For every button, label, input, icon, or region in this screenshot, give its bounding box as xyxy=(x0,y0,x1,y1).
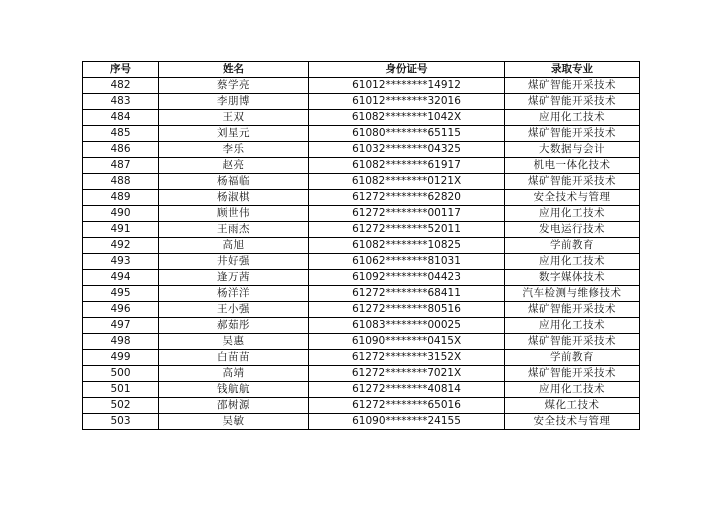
id-number-cell: 61032********04325 xyxy=(309,142,505,158)
name-cell: 吴敏 xyxy=(159,414,309,430)
serial-cell: 485 xyxy=(83,126,159,142)
serial-cell: 482 xyxy=(83,78,159,94)
id-number-cell: 61082********10825 xyxy=(309,238,505,254)
header-major: 录取专业 xyxy=(505,62,640,78)
header-serial: 序号 xyxy=(83,62,159,78)
header-id-number: 身份证号 xyxy=(309,62,505,78)
major-cell: 应用化工技术 xyxy=(505,382,640,398)
name-cell: 蔡学亮 xyxy=(159,78,309,94)
name-cell: 杨福临 xyxy=(159,174,309,190)
major-cell: 安全技术与管理 xyxy=(505,414,640,430)
serial-cell: 487 xyxy=(83,158,159,174)
major-cell: 应用化工技术 xyxy=(505,254,640,270)
name-cell: 王双 xyxy=(159,110,309,126)
table-row xyxy=(83,398,640,414)
table-row xyxy=(83,190,640,206)
table-row xyxy=(83,206,640,222)
major-cell: 发电运行技术 xyxy=(505,222,640,238)
id-number-cell: 61272********68411 xyxy=(309,286,505,302)
id-number-cell: 61062********81031 xyxy=(309,254,505,270)
major-cell: 应用化工技术 xyxy=(505,206,640,222)
major-cell: 大数据与会计 xyxy=(505,142,640,158)
id-number-cell: 61272********40814 xyxy=(309,382,505,398)
table-row xyxy=(83,158,640,174)
id-number-cell: 61272********52011 xyxy=(309,222,505,238)
name-cell: 邵树源 xyxy=(159,398,309,414)
id-number-cell: 61082********61917 xyxy=(309,158,505,174)
serial-cell: 496 xyxy=(83,302,159,318)
table-row xyxy=(83,110,640,126)
name-cell: 王雨杰 xyxy=(159,222,309,238)
name-cell: 郝茹彤 xyxy=(159,318,309,334)
major-cell: 煤化工技术 xyxy=(505,398,640,414)
id-number-cell: 61012********14912 xyxy=(309,78,505,94)
major-cell: 应用化工技术 xyxy=(505,318,640,334)
major-cell: 机电一体化技术 xyxy=(505,158,640,174)
table-row xyxy=(83,222,640,238)
name-cell: 李朋博 xyxy=(159,94,309,110)
admission-table xyxy=(82,61,640,430)
serial-cell: 497 xyxy=(83,318,159,334)
serial-cell: 490 xyxy=(83,206,159,222)
table-row xyxy=(83,174,640,190)
serial-cell: 500 xyxy=(83,366,159,382)
major-cell: 汽车检测与维修技术 xyxy=(505,286,640,302)
table-row xyxy=(83,414,640,430)
table-row xyxy=(83,94,640,110)
id-number-cell: 61272********62820 xyxy=(309,190,505,206)
table-row xyxy=(83,334,640,350)
header-name: 姓名 xyxy=(159,62,309,78)
serial-cell: 491 xyxy=(83,222,159,238)
table-row xyxy=(83,302,640,318)
serial-cell: 501 xyxy=(83,382,159,398)
name-cell: 赵亮 xyxy=(159,158,309,174)
id-number-cell: 61272********65016 xyxy=(309,398,505,414)
serial-cell: 499 xyxy=(83,350,159,366)
table-header-row xyxy=(83,62,640,78)
major-cell: 煤矿智能开采技术 xyxy=(505,78,640,94)
table-body xyxy=(83,78,640,430)
name-cell: 白苗苗 xyxy=(159,350,309,366)
major-cell: 安全技术与管理 xyxy=(505,190,640,206)
serial-cell: 498 xyxy=(83,334,159,350)
major-cell: 煤矿智能开采技术 xyxy=(505,302,640,318)
serial-cell: 486 xyxy=(83,142,159,158)
major-cell: 煤矿智能开采技术 xyxy=(505,366,640,382)
id-number-cell: 61082********1042X xyxy=(309,110,505,126)
name-cell: 李乐 xyxy=(159,142,309,158)
serial-cell: 494 xyxy=(83,270,159,286)
id-number-cell: 61083********00025 xyxy=(309,318,505,334)
major-cell: 煤矿智能开采技术 xyxy=(505,174,640,190)
serial-cell: 484 xyxy=(83,110,159,126)
id-number-cell: 61272********7021X xyxy=(309,366,505,382)
major-cell: 煤矿智能开采技术 xyxy=(505,334,640,350)
serial-cell: 503 xyxy=(83,414,159,430)
serial-cell: 483 xyxy=(83,94,159,110)
table-row xyxy=(83,366,640,382)
table-row xyxy=(83,238,640,254)
name-cell: 高旭 xyxy=(159,238,309,254)
name-cell: 顾世伟 xyxy=(159,206,309,222)
table-row xyxy=(83,142,640,158)
name-cell: 刘星元 xyxy=(159,126,309,142)
name-cell: 井好强 xyxy=(159,254,309,270)
id-number-cell: 61272********00117 xyxy=(309,206,505,222)
name-cell: 杨洋洋 xyxy=(159,286,309,302)
name-cell: 吴惠 xyxy=(159,334,309,350)
id-number-cell: 61090********0415X xyxy=(309,334,505,350)
table-row xyxy=(83,78,640,94)
major-cell: 应用化工技术 xyxy=(505,110,640,126)
serial-cell: 489 xyxy=(83,190,159,206)
id-number-cell: 61080********65115 xyxy=(309,126,505,142)
name-cell: 逢万茜 xyxy=(159,270,309,286)
table-row xyxy=(83,382,640,398)
id-number-cell: 61012********32016 xyxy=(309,94,505,110)
major-cell: 学前教育 xyxy=(505,238,640,254)
name-cell: 王小强 xyxy=(159,302,309,318)
serial-cell: 492 xyxy=(83,238,159,254)
major-cell: 煤矿智能开采技术 xyxy=(505,126,640,142)
serial-cell: 502 xyxy=(83,398,159,414)
serial-cell: 493 xyxy=(83,254,159,270)
table-row xyxy=(83,350,640,366)
id-number-cell: 61272********80516 xyxy=(309,302,505,318)
name-cell: 高靖 xyxy=(159,366,309,382)
id-number-cell: 61092********04423 xyxy=(309,270,505,286)
id-number-cell: 61082********0121X xyxy=(309,174,505,190)
major-cell: 学前教育 xyxy=(505,350,640,366)
serial-cell: 495 xyxy=(83,286,159,302)
id-number-cell: 61090********24155 xyxy=(309,414,505,430)
id-number-cell: 61272********3152X xyxy=(309,350,505,366)
table-row xyxy=(83,286,640,302)
table-row xyxy=(83,254,640,270)
table-row xyxy=(83,126,640,142)
serial-cell: 488 xyxy=(83,174,159,190)
name-cell: 钱航航 xyxy=(159,382,309,398)
table-row xyxy=(83,270,640,286)
major-cell: 数字媒体技术 xyxy=(505,270,640,286)
name-cell: 杨淑棋 xyxy=(159,190,309,206)
major-cell: 煤矿智能开采技术 xyxy=(505,94,640,110)
table-row xyxy=(83,318,640,334)
